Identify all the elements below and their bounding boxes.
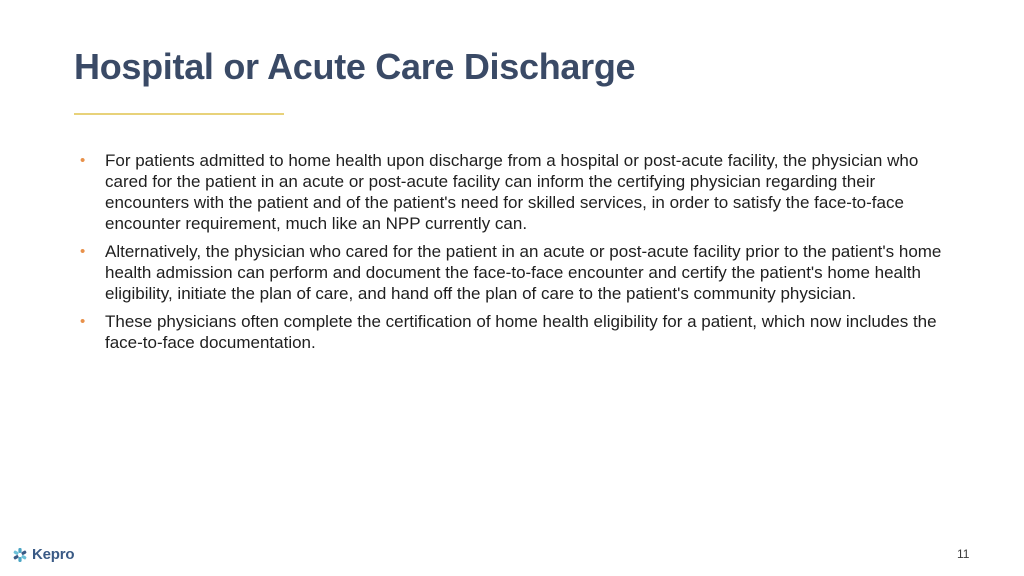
title-underline (74, 113, 284, 115)
bullet-marker: • (80, 313, 86, 330)
logo-text: Kepro (32, 546, 75, 563)
bullet-list (80, 150, 960, 360)
bullet-item (80, 311, 960, 353)
bullet-item (80, 241, 960, 304)
kepro-asterisk-icon (12, 547, 28, 563)
bullet-text: These physicians often complete the certification of home health eligibility for a patient, which now includes the face-to-face documentation. (105, 312, 937, 352)
bullet-text: For patients admitted to home health upon discharge from a hospital or post-acute facility, the physician who cared for the patient in an acute or post-acute facility can inform the certifying physician regarding their encounters with the patient and of the patient's need for skilled services, in order to satisfy the face-to-face encounter requirement, much like an NPP currently can. (105, 151, 919, 233)
bullet-item (80, 150, 960, 234)
bullet-marker: • (80, 243, 86, 260)
bullet-text: Alternatively, the physician who cared for the patient in an acute or post-acute facility prior to the patient's home health admission can perform and document the face-to-face encounter and certify the patient's home health eligibility, initiate the plan of care, and hand off the plan of care to the patient's community physician. (105, 242, 942, 303)
page-number: 11 (957, 547, 970, 561)
bullet-marker: • (80, 152, 86, 169)
slide-title: Hospital or Acute Care Discharge (74, 46, 636, 87)
kepro-logo (12, 546, 74, 563)
